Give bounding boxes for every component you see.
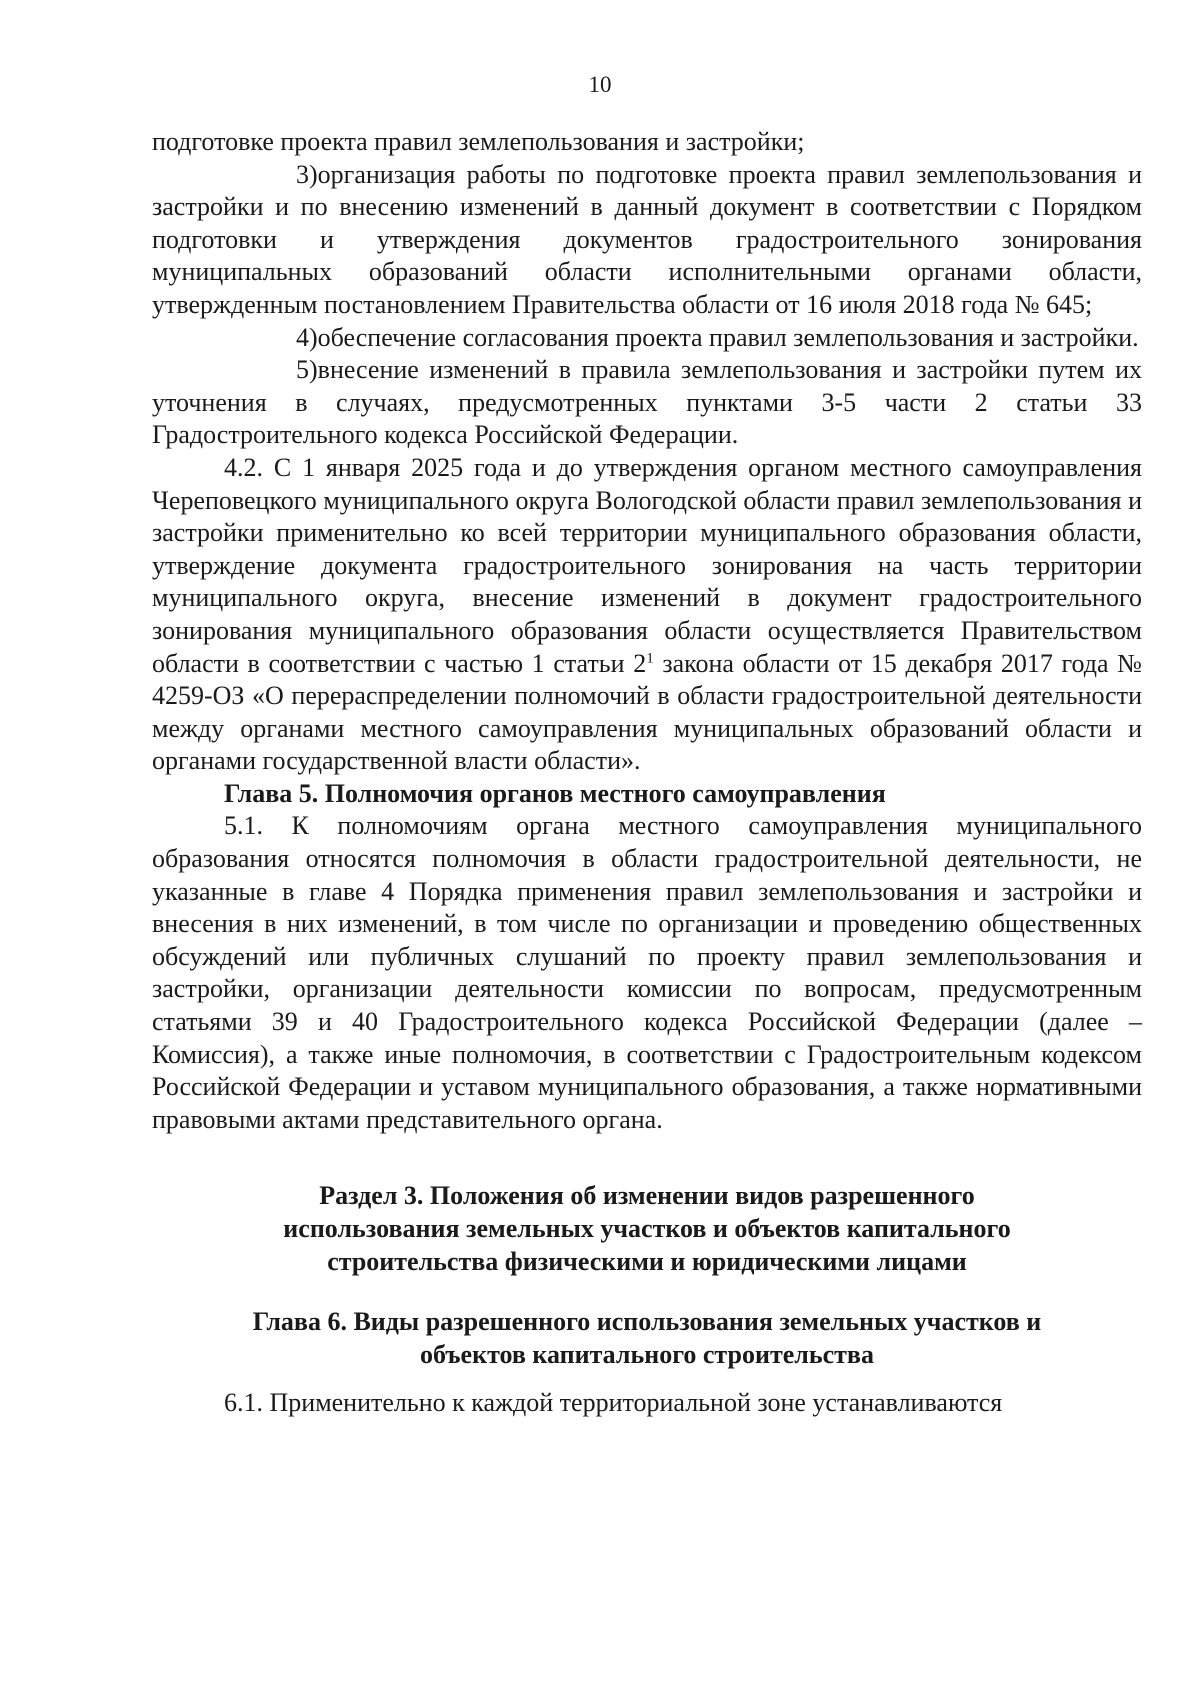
list-item-text: обеспечение согласования проекта правил землепользования и застройки. xyxy=(317,322,1139,352)
chapter-5-heading: Глава 5. Полномочия органов местного самоуправления xyxy=(224,778,886,808)
list-item-5 xyxy=(152,354,1142,452)
page-number: 10 xyxy=(588,72,612,97)
continued-text: подготовке проекта правил землепользования и застройки; xyxy=(152,127,805,156)
chapter-6-heading-line: Глава 6. Виды разрешенного использования земельных участков и xyxy=(252,1307,1042,1337)
paragraph-4-2 xyxy=(152,452,1142,778)
list-item-4 xyxy=(152,322,1142,355)
chapter-6-heading xyxy=(152,1306,1142,1371)
document-body xyxy=(152,126,1142,1420)
list-item-number: 5) xyxy=(296,355,318,385)
chapter-6-heading-line: объектов капитального строительства xyxy=(420,1339,874,1369)
paragraph-text: 4.2. С 1 января 2025 года и до утверждения органом местного самоуправления Череповецкого муниципального округа Вологодской области правил землепользования и застройки применительно ко всей территории муниципального образования области, утверждение документа градостроительного зонирования на часть территории муниципального округа, внесение изменений в документ градостроительного зонирования муниципального образования области осуществляется Правительством области в соответствии с частью 1 статьи 2 xyxy=(152,452,1142,678)
list-item-number: 3) xyxy=(296,159,318,189)
section-3-heading-line: строительства физическими и юридическими лицами xyxy=(327,1246,967,1276)
paragraph-6-1: 6.1. Применительно к каждой территориальной зоне устанавливаются xyxy=(224,1388,1003,1418)
paragraph-text-continued: закона области от 15 декабря 2017 года № 4259-ОЗ «О перераспределении полномочий в области градостроительной деятельности между органами местного самоуправления муниципальных образований области и органами государственной власти области». xyxy=(152,648,1142,776)
section-3-heading-line: использования земельных участков и объектов капитального xyxy=(283,1214,1011,1243)
section-3-heading xyxy=(152,1180,1142,1278)
paragraph-5-1: 5.1. К полномочиям органа местного самоуправления муниципального образования относятся полномочия в области градостроительной деятельности, не указанные в главе 4 Порядка применения правил землепользования и застройки и внесения в них изменений, в том числе по организации и проведению общественных обсуждений или публичных слушаний по проекту правил землепользования и застройки, организации деятельности комиссии по вопросам, предусмотренным статьями 39 и 40 Градостроительного кодекса Российской Федерации (далее – Комиссия), а также иные полномочия, в соответствии с Градостроительным кодексом Российской Федерации и уставом муниципального образования, а также нормативными правовыми актами представительного органа. xyxy=(152,811,1142,1134)
list-item-text: внесение изменений в правила землепользования и застройки путем их уточнения в случаях, предусмотренных пунктами 3-5 части 2 статьи 33 Градостроительного кодекса Российской Федерации. xyxy=(152,355,1142,450)
section-3-heading-line: Раздел 3. Положения об изменении видов разрешенного xyxy=(319,1181,975,1211)
list-item-3 xyxy=(152,159,1142,322)
superscript: 1 xyxy=(646,649,654,666)
list-item-number: 4) xyxy=(296,322,318,352)
list-item-text: организация работы по подготовке проекта правил землепользования и застройки и по внесению изменений в данный документ в соответствии с Порядком подготовки и утверждения документов градостроительного зонирования муниципальных образований области исполнительными органами области, утвержденным постановлением Правительства области от 16 июля 2018 года № 645; xyxy=(152,159,1142,319)
